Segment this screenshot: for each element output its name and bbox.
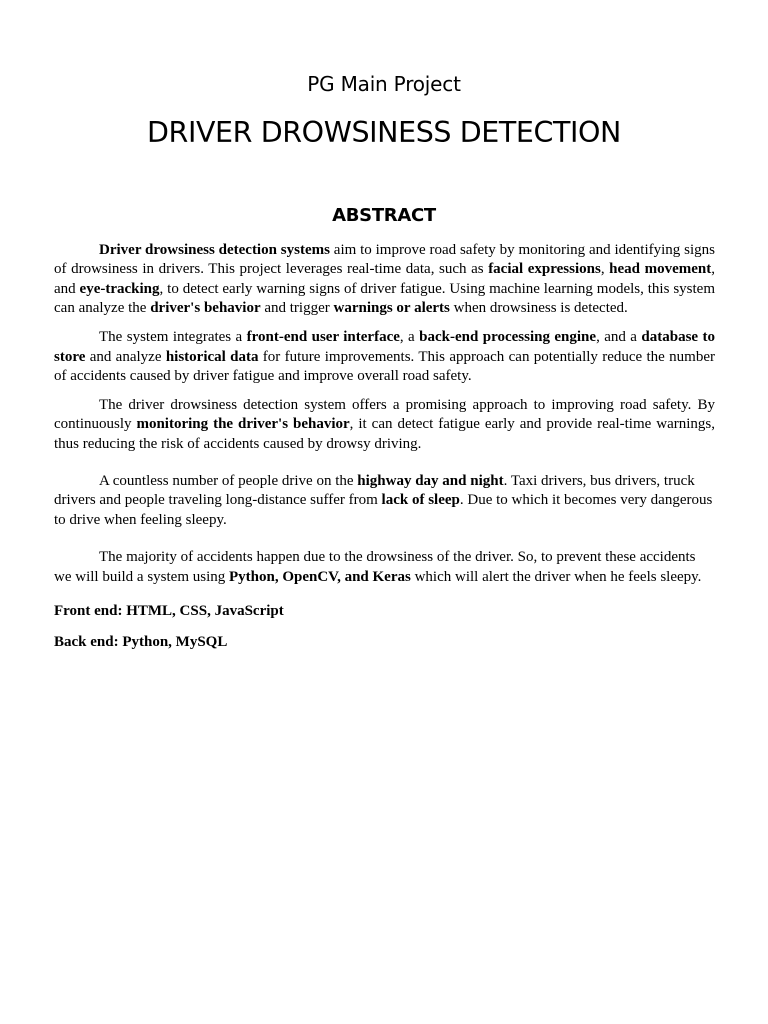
bold-phrase: Python, OpenCV, and Keras (229, 568, 411, 585)
bold-phrase: monitoring the driver's behavior (136, 416, 350, 433)
bold-phrase: driver's behavior (150, 300, 261, 317)
text-run: , (600, 261, 610, 278)
bold-phrase: database to store (54, 329, 715, 365)
text-run: The system integrates a (99, 329, 247, 346)
bold-phrase: front-end user interface (246, 329, 400, 346)
bold-phrase: highway day and night (357, 473, 504, 490)
abstract-paragraph-5 (54, 548, 715, 587)
text-run: , a (399, 329, 420, 346)
document-title: DRIVER DROWSINESS DETECTION (147, 116, 621, 149)
bold-phrase: lack of sleep (381, 492, 460, 509)
project-kicker: PG Main Project (307, 72, 461, 96)
text-run: , to detect early warning signs of driver fatigue. Using machine learning models, this system can analyze the (54, 280, 715, 317)
text-run: which will alert the driver when he feels sleepy. (410, 568, 702, 585)
abstract-paragraph-1 (54, 241, 715, 319)
bold-phrase: historical data (165, 348, 259, 365)
text-run: aim to improve road safety by monitoring and identifying signs of drowsiness in drivers. This project leverages real-time data, such as (54, 242, 715, 278)
bold-phrase: head movement (609, 261, 712, 278)
text-run: and analyze (85, 348, 166, 365)
text-run: , it can detect fatigue early and provide real-time warnings, thus reducing the risk of accidents caused by drowsy driving. (54, 416, 715, 452)
text-run: , and a (596, 329, 642, 346)
back-end-stack: Back end: Python, MySQL (54, 633, 228, 650)
text-run: . Due to which it becomes very dangerous to drive when feeling sleepy. (54, 492, 713, 528)
text-run: The majority of accidents happen due to the drowsiness of the driver. So, to prevent these accidents we will build a system using (54, 549, 696, 585)
abstract-body (54, 241, 715, 652)
text-run: A countless number of people drive on the (99, 473, 358, 490)
text-run: , and (54, 261, 715, 297)
abstract-paragraph-2 (54, 328, 715, 386)
abstract-paragraph-3 (54, 396, 715, 454)
front-end-stack: Front end: HTML, CSS, JavaScript (54, 603, 284, 620)
abstract-paragraph-4 (54, 472, 715, 530)
bold-phrase: facial expressions (488, 261, 601, 278)
bold-phrase: back-end processing engine (419, 329, 597, 346)
abstract-heading: ABSTRACT (332, 205, 436, 226)
text-run: The driver drowsiness detection system offers a promising approach to improving road safety. By continuously (54, 396, 715, 433)
bold-phrase: eye-tracking (79, 280, 160, 297)
bold-phrase: Driver drowsiness detection systems (99, 242, 330, 258)
bold-phrase: warnings or alerts (333, 300, 450, 317)
text-run: when drowsiness is detected. (449, 300, 628, 317)
text-run: . Taxi drivers, bus drivers, truck drivers and people traveling long-distance suffer from (54, 473, 695, 509)
text-run: for future improvements. This approach can potentially reduce the number of accidents caused by driver fatigue and improve overall road safety. (54, 348, 715, 384)
text-run: and trigger (260, 300, 334, 317)
